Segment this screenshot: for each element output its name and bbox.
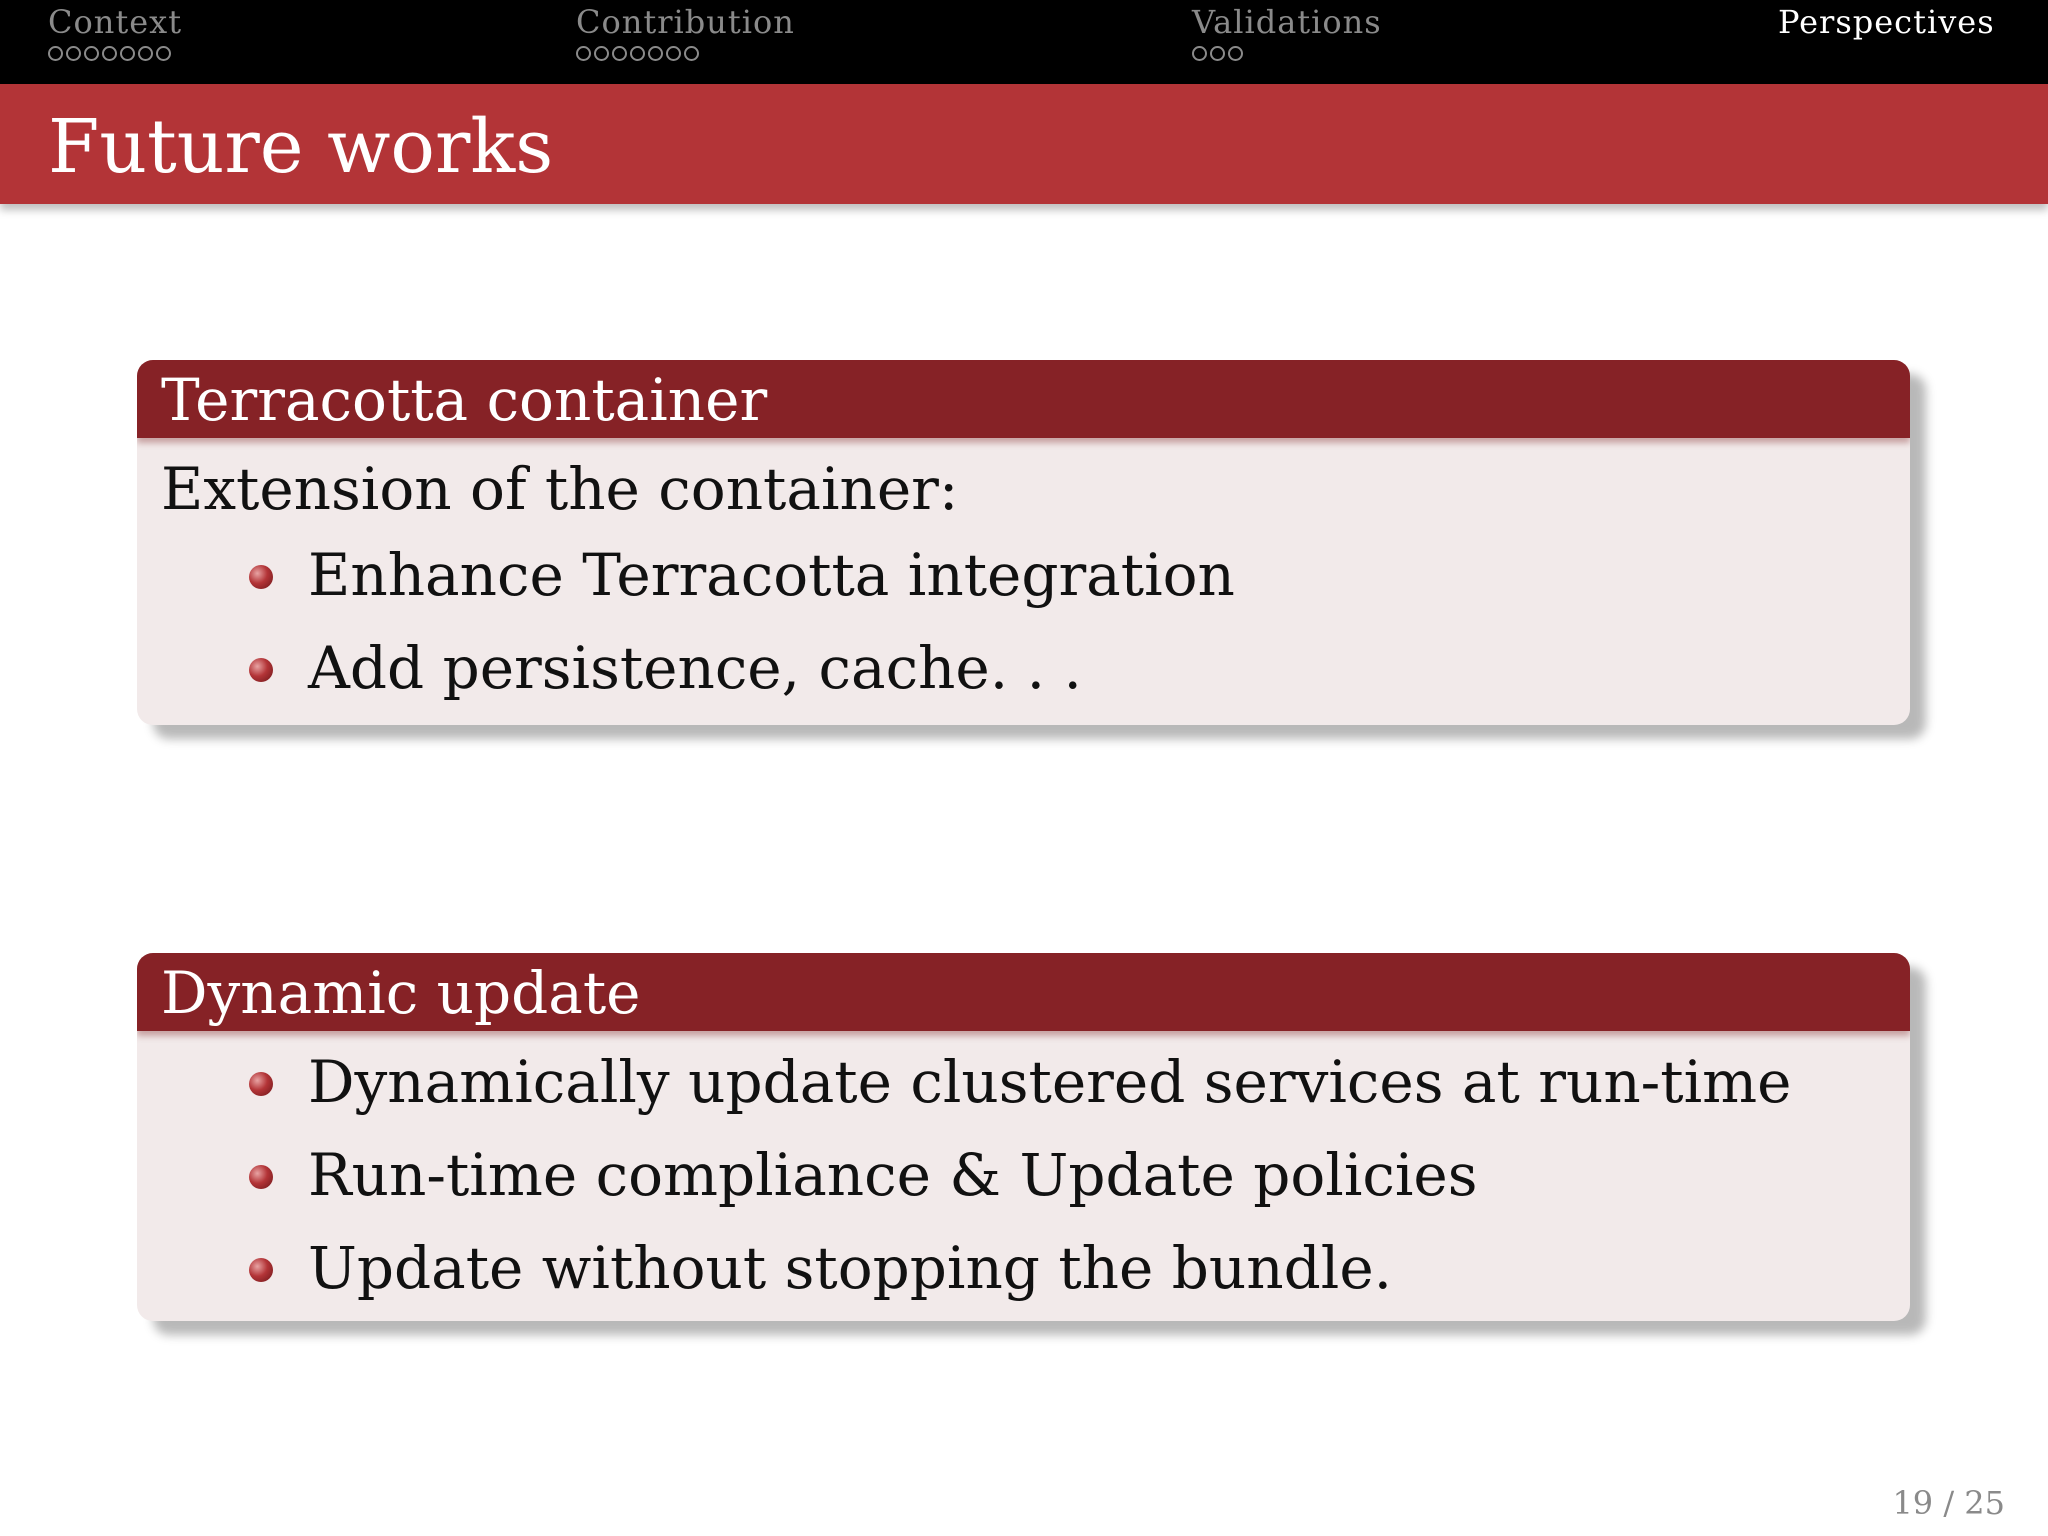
nav-section-label[interactable]: Context (48, 3, 183, 41)
bullet-list (161, 529, 1910, 715)
frame-title-bar (0, 84, 2048, 204)
bullet-ball-icon (249, 1072, 273, 1096)
bullet-item (161, 622, 1910, 715)
bullet-text: Enhance Terracotta integration (308, 541, 1235, 609)
nav-subsection-dot[interactable] (630, 46, 645, 61)
bullet-text: Update without stopping the bundle. (308, 1234, 1393, 1302)
nav-subsection-dot[interactable] (576, 46, 591, 61)
nav-subsection-dot[interactable] (1228, 46, 1243, 61)
block-dynamic-update (137, 953, 1910, 1321)
nav-subsection-dot[interactable] (1192, 46, 1207, 61)
bullet-text: Dynamically update clustered services at run-time (308, 1048, 1792, 1116)
nav-section-context[interactable] (48, 2, 182, 61)
section-navigation-bar (0, 0, 2048, 84)
nav-subsection-dot[interactable] (138, 46, 153, 61)
nav-subsection-dot[interactable] (156, 46, 171, 61)
nav-section-contribution[interactable] (576, 2, 795, 61)
nav-section-label[interactable]: Validations (1192, 3, 1382, 41)
block-terracotta-container (137, 360, 1910, 725)
nav-subsection-dots (48, 46, 182, 61)
bullet-item (161, 1036, 1910, 1129)
nav-subsection-dot[interactable] (102, 46, 117, 61)
block-title: Dynamic update (161, 959, 641, 1027)
nav-subsection-dots (576, 46, 795, 61)
page-number: 19 / 25 (1892, 1484, 2005, 1522)
bullet-ball-icon (249, 1258, 273, 1282)
nav-section-validations[interactable] (1192, 2, 1382, 61)
bullet-text: Add persistence, cache. . . (308, 634, 1082, 702)
nav-subsection-dot[interactable] (684, 46, 699, 61)
nav-subsection-dot[interactable] (48, 46, 63, 61)
nav-section-label[interactable]: Contribution (576, 3, 795, 41)
nav-subsection-dot[interactable] (666, 46, 681, 61)
nav-subsection-dots (1192, 46, 1382, 61)
bullet-ball-icon (249, 1165, 273, 1189)
nav-subsection-dot[interactable] (648, 46, 663, 61)
frame-title: Future works (48, 104, 554, 190)
bullet-ball-icon (249, 565, 273, 589)
block-header (137, 953, 1910, 1031)
nav-section-label[interactable]: Perspectives (1778, 3, 1995, 41)
bullet-ball-icon (249, 658, 273, 682)
nav-subsection-dot[interactable] (120, 46, 135, 61)
nav-subsection-dot[interactable] (1210, 46, 1225, 61)
bullet-item (161, 1129, 1910, 1222)
block-header (137, 360, 1910, 438)
bullet-list (161, 1036, 1910, 1315)
block-body (137, 1036, 1910, 1315)
nav-subsection-dot[interactable] (612, 46, 627, 61)
nav-subsection-dot[interactable] (84, 46, 99, 61)
nav-subsection-dot[interactable] (594, 46, 609, 61)
bullet-item (161, 1222, 1910, 1315)
block-body (137, 454, 1910, 715)
nav-section-perspectives[interactable] (1778, 2, 1995, 42)
block-lead-text: Extension of the container: (161, 455, 959, 523)
nav-subsection-dot[interactable] (66, 46, 81, 61)
bullet-item (161, 529, 1910, 622)
block-title: Terracotta container (161, 366, 768, 434)
bullet-text: Run-time compliance & Update policies (308, 1141, 1478, 1209)
